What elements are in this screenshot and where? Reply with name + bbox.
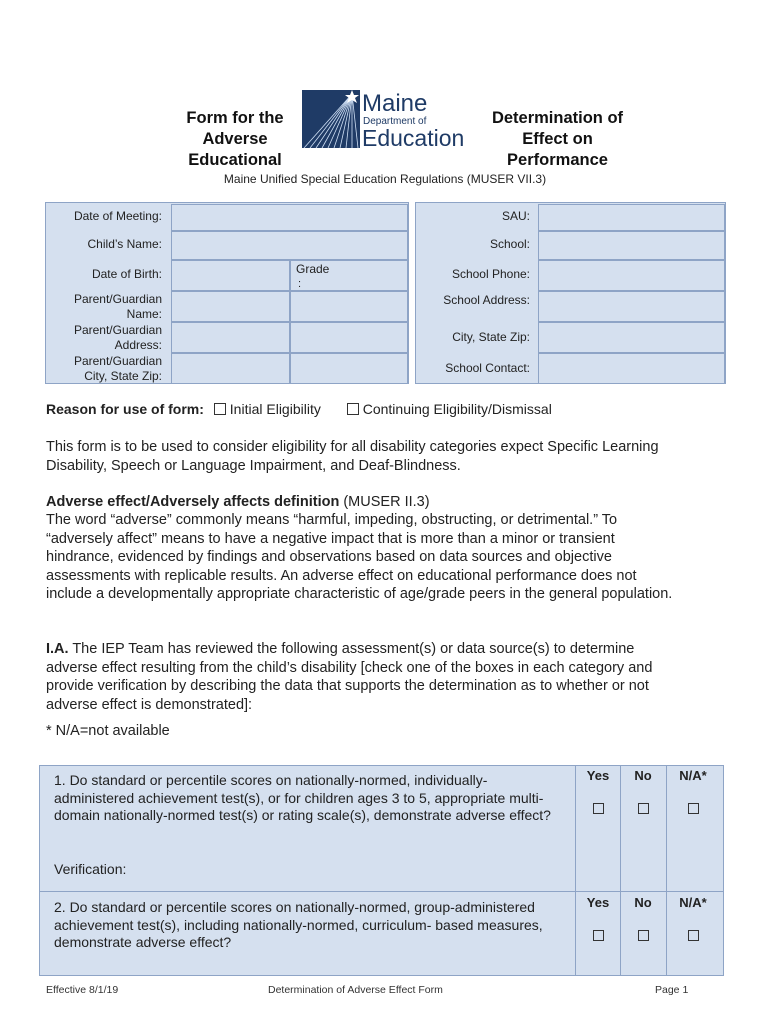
school-contact-field[interactable] [538, 353, 725, 384]
pg-name-field-1[interactable] [171, 291, 290, 322]
pg-city-field-1[interactable] [171, 353, 290, 384]
question-1-no-header: No [634, 768, 652, 783]
question-1-text: 1. Do standard or percentile scores on nationally-normed, individually- administered achievement test(s), or for children ages 3 to 5, appropriate multi-domain nationally-normed test(s) or rating scale(s), demonstrate adverse effect? [54, 772, 551, 823]
date-of-birth-field[interactable] [171, 260, 290, 291]
question-1-yes-checkbox[interactable] [593, 803, 604, 814]
school-phone-field[interactable] [538, 260, 725, 291]
city-state-zip-field[interactable] [538, 322, 725, 353]
na-note: * N/A=not available [46, 723, 170, 739]
grade-label: Grade [296, 262, 330, 276]
logo-word-education: Education [362, 125, 465, 151]
section-ia-paragraph: I.A. The IEP Team has reviewed the following assessment(s) or data source(s) to determine adverse effect resulting from the child’s disability [check one of the boxes in each category and provide verification by describing the data that supports the determination as to whether or not adverse effect is demonstrated]: [46, 641, 653, 713]
table-divider-1 [575, 765, 576, 976]
school-address-field[interactable] [538, 291, 725, 322]
question-2-no-checkbox[interactable] [638, 930, 649, 941]
sau-label: SAU: [501, 209, 530, 223]
initial-eligibility-checkbox[interactable] [214, 403, 226, 415]
school-address-label: School Address: [443, 293, 530, 307]
pg-address-label: Parent/Guardian Address: [73, 323, 162, 352]
form-subtitle: Maine Unified Special Education Regulations (MUSER VII.3) [223, 172, 547, 186]
intro-paragraph: This form is to be used to consider eligibility for all disability categories expect Specific Learning Disability, Speech or Language Impairment, and Deaf-Blindness. [46, 439, 659, 474]
question-2-na-checkbox[interactable] [688, 930, 699, 941]
footer-form-name: Determination of Adverse Effect Form [268, 984, 443, 996]
maine-doe-logo [302, 90, 472, 150]
question-2-text: 2. Do standard or percentile scores on nationally-normed, group-administered achievement test(s), including nationally-normed, curriculum- based measures, demonstrate adverse effect? [54, 899, 543, 950]
logo-word-department: Department of [363, 116, 427, 127]
date-of-meeting-label: Date of Meeting: [73, 209, 162, 223]
question-1-yes-header: Yes [586, 768, 610, 783]
question-1-no-checkbox[interactable] [638, 803, 649, 814]
grade-colon: : [298, 278, 302, 290]
childs-name-field[interactable] [171, 231, 408, 260]
definition-body: The word “adverse” commonly means “harmful, impeding, obstructing, or detrimental.” To “adversely affect” means to have a negative impact that is more than a minor or transient hindrance, evidenced by findings and observations based on data sources and objective assessments with replicable results. An adverse effect on educational performance does not include a developmentally appropriate characteristic of age/grade peers in the general population. [46, 512, 673, 602]
question-2-no-header: No [634, 895, 652, 910]
pg-address-field-1[interactable] [171, 322, 290, 353]
date-of-birth-label: Date of Birth: [91, 267, 162, 281]
pg-address-field-2[interactable] [290, 322, 408, 353]
initial-eligibility-label: Initial Eligibility [229, 401, 321, 417]
question-2-yes-checkbox[interactable] [593, 930, 604, 941]
school-label: School: [489, 237, 530, 251]
question-1-na-checkbox[interactable] [688, 803, 699, 814]
logo-word-maine: Maine [362, 90, 428, 117]
school-field[interactable] [538, 231, 725, 260]
form-title-left: Form for the Adverse Educational [186, 109, 284, 169]
date-of-meeting-field[interactable] [171, 204, 408, 231]
pg-city-label: Parent/Guardian City, State Zip: [73, 354, 162, 383]
form-title-right: Determination of Effect on Performance [491, 109, 624, 169]
table-row-divider [39, 891, 724, 892]
school-contact-label: School Contact: [445, 361, 530, 375]
table-divider-2 [620, 765, 621, 976]
question-1-verification: Verification: [54, 861, 127, 877]
continuing-eligibility-checkbox[interactable] [347, 403, 359, 415]
city-state-zip-label: City, State Zip: [452, 330, 530, 344]
school-phone-label: School Phone: [451, 267, 530, 281]
pg-name-field-2[interactable] [290, 291, 408, 322]
childs-name-label: Child’s Name: [87, 237, 162, 251]
continuing-eligibility-label: Continuing Eligibility/Dismissal [362, 401, 552, 417]
definition-heading: Adverse effect/Adversely affects definition (MUSER II.3) [46, 494, 430, 510]
footer-effective-date: Effective 8/1/19 [46, 984, 119, 996]
table-divider-3 [666, 765, 667, 976]
question-2-na-header: N/A* [679, 895, 707, 910]
sau-field[interactable] [538, 204, 725, 231]
reason-row [46, 401, 552, 417]
reason-label: Reason for use of form: [46, 401, 204, 417]
footer-page-number: Page 1 [655, 984, 689, 996]
question-2-yes-header: Yes [586, 895, 610, 910]
question-1-na-header: N/A* [679, 768, 707, 783]
pg-city-field-2[interactable] [290, 353, 408, 384]
pg-name-label: Parent/Guardian Name: [73, 292, 162, 321]
